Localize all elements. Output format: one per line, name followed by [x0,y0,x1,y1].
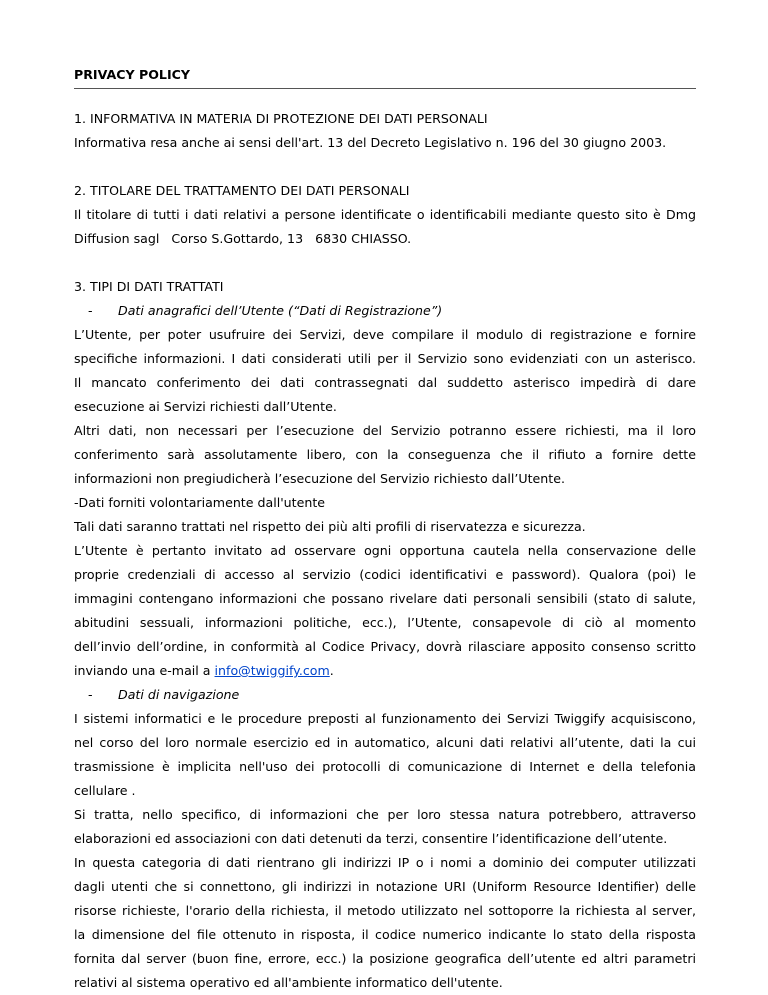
document-title: PRIVACY POLICY [74,67,191,82]
paragraph-line: proprie credenziali di accesso al servizio (codici identificativi e password). Qualora (poi) le [74,567,696,582]
paragraph-line: L’Utente, per poter usufruire dei Servizi, deve compilare il modulo di registrazione e fornire [74,327,696,342]
section-2-heading: 2. TITOLARE DEL TRATTAMENTO DEI DATI PERSONALI [74,183,410,198]
dash-bullet-icon: - [88,687,93,702]
paragraph-line: trasmissione è implicita nell'uso dei protocolli di comunicazione di Internet e della telefonia [74,759,696,774]
dash-bullet-icon: - [88,303,93,318]
section-1-heading: 1. INFORMATIVA IN MATERIA DI PROTEZIONE DEI DATI PERSONALI [74,111,488,126]
document-body [74,107,696,995]
paragraph-line: relativi al sistema operativo ed all'ambiente informatico dell'utente. [74,975,503,990]
paragraph-line: specifiche informazioni. I dati considerati utili per il Servizio sono evidenziati con un asterisco. [74,351,696,366]
bullet-registration-data [74,299,696,323]
email-link[interactable]: info@twiggify.com [214,663,330,678]
email-prefix: inviando una e-mail a [74,663,211,678]
paragraph-line: immagini contengano informazioni che possano rivelare dati personali sensibili (stato di salute, [74,591,696,606]
paragraph-line: dagli utenti che si connettono, gli indirizzi in notazione URI (Uniform Resource Identifier) delle [74,879,696,894]
company-street: Corso S.Gottardo, 13 [171,231,304,246]
email-suffix: . [329,663,334,678]
paragraph-line: Si tratta, nello specifico, di informazioni che per loro stessa natura potrebbero, attraverso [74,807,696,822]
paragraph-line: nel corso del loro normale esercizio ed in automatico, alcuni dati relativi all’utente, dati la cui [74,735,696,750]
paragraph-line: abitudini sessuali, informazioni politiche, ecc.), l’Utente, consapevole di ciò al momento [74,615,696,630]
spacer [74,251,696,275]
paragraph-line: cellulare . [74,783,136,798]
spacer [74,155,696,179]
paragraph-line: conferimento sarà assolutamente libero, con la conseguenza che il rifiuto a fornire dette [74,447,696,462]
company-name: Diffusion sagl [74,231,160,246]
bullet-label: Dati anagrafici dell’Utente (“Dati di Registrazione”) [118,303,443,318]
company-city: 6830 CHIASSO. [315,231,412,246]
bullet-navigation-data [74,683,696,707]
section-1-text: Informativa resa anche ai sensi dell'art. 13 del Decreto Legislativo n. 196 del 30 giugno 2003. [74,135,667,150]
paragraph-line: risorse richieste, l'orario della richiesta, il metodo utilizzato nel sottoporre la richiesta al server, [74,903,696,918]
paragraph-line-email [74,659,696,683]
paragraph-line: In questa categoria di dati rientrano gli indirizzi IP o i nomi a dominio dei computer utilizzati [74,855,696,870]
paragraph-line: Altri dati, non necessari per l’esecuzione del Servizio potranno essere richiesti, ma il loro [74,423,696,438]
paragraph-line: informazioni non pregiudicherà l’esecuzione del Servizio richiesto dall’Utente. [74,471,565,486]
paragraph-line: la dimensione del file ottenuto in risposta, il codice numerico indicante lo stato della risposta [74,927,696,942]
title-divider [74,88,696,89]
paragraph-line: fornita dal server (buon fine, errore, ecc.) la posizione geografica dell’utente ed altri parametri [74,951,696,966]
paragraph-line: I sistemi informatici e le procedure preposti al funzionamento dei Servizi Twiggify acquisiscono, [74,711,696,726]
bullet-label: Dati di navigazione [118,687,240,702]
paragraph-line: L’Utente è pertanto invitato ad osservare ogni opportuna cautela nella conservazione delle [74,543,696,558]
paragraph-line: Il mancato conferimento dei dati contrassegnati dal suddetto asterisco impedirà di dare [74,375,696,390]
section-3-heading: 3. TIPI DI DATI TRATTATI [74,279,224,294]
paragraph-line: esecuzione ai Servizi richiesti dall’Utente. [74,399,337,414]
section-2-address-line [74,227,696,251]
paragraph-line: elaborazioni ed associazioni con dati detenuti da terzi, consentire l’identificazione dell’utente. [74,831,668,846]
paragraph-line: Tali dati saranno trattati nel rispetto dei più alti profili di riservatezza e sicurezza. [74,519,586,534]
paragraph-line: -Dati forniti volontariamente dall'utente [74,495,326,510]
paragraph-line: dell’invio dell’ordine, in conformità al Codice Privacy, dovrà rilasciare apposito consenso scritto [74,639,696,654]
section-2-text-line: Il titolare di tutti i dati relativi a persone identificate o identificabili mediante questo sito è Dmg [74,207,696,222]
